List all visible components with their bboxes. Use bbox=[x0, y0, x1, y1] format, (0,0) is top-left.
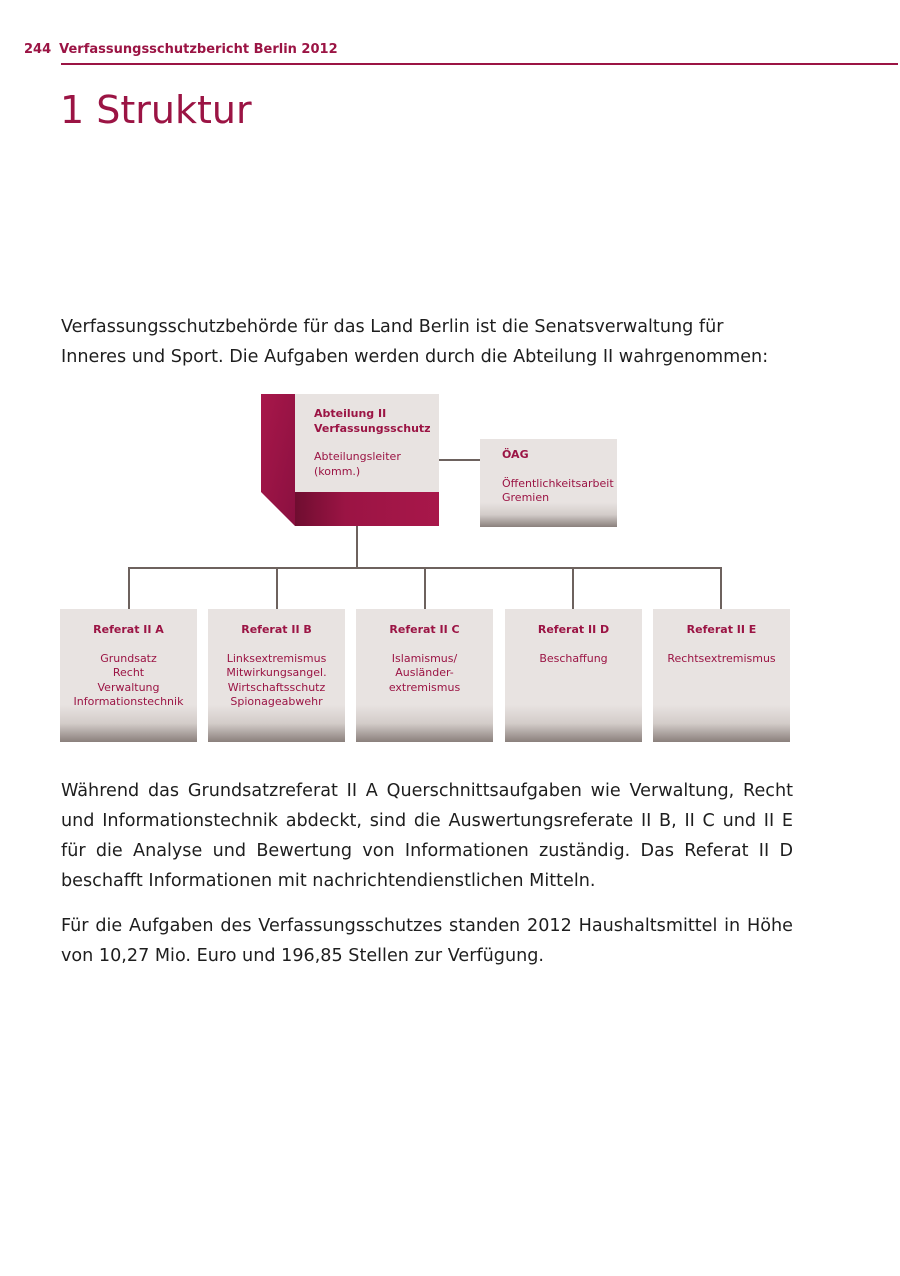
unit-title: Referat II C bbox=[389, 623, 460, 636]
unit-description: Rechtsextremismus bbox=[667, 651, 776, 665]
staff-unit-description: Öffentlichkeitsarbeit Gremien bbox=[502, 476, 614, 505]
unit-description: Linksextremismus Mitwirkungsangel. Wirtschaftsschutz Spionageabwehr bbox=[226, 651, 327, 709]
section-title: 1 Struktur bbox=[60, 88, 252, 132]
body-paragraph: Für die Aufgaben des Verfassungsschutzes standen 2012 Haushaltsmittel in Höhe von 10,27 Mio. Euro und 196,85 Stellen zur Verfügung. bbox=[61, 916, 793, 966]
department-head-band bbox=[295, 492, 439, 526]
department-head-text bbox=[314, 407, 439, 479]
unit-description: Beschaffung bbox=[539, 651, 608, 665]
department-title: Abteilung II Verfassungsschutz bbox=[314, 407, 431, 435]
staff-unit-oag-box bbox=[480, 439, 617, 527]
unit-box-referat-ii-b bbox=[208, 609, 345, 742]
unit-title: Referat II D bbox=[537, 623, 610, 636]
department-accent-shape bbox=[261, 394, 295, 526]
unit-title: Referat II B bbox=[241, 623, 312, 636]
unit-description: Grundsatz Recht Verwaltung Informationstechnik bbox=[73, 651, 184, 709]
unit-box-referat-ii-d bbox=[505, 609, 642, 742]
unit-box-referat-ii-e bbox=[653, 609, 790, 742]
body-paragraph: Während das Grundsatzreferat II A Querschnittsaufgaben wie Verwaltung, Recht und Informationstechnik abdeckt, sind die Auswertungsreferate II B, II C und II E für die Analyse und Bewertung von Informationen zuständig. Das Referat II D beschafft Informationen mit nachrichtendienstlichen Mitteln. bbox=[61, 781, 793, 891]
unit-box-referat-ii-c bbox=[356, 609, 493, 742]
running-title: Verfassungsschutzbericht Berlin 2012 bbox=[59, 42, 338, 57]
staff-unit-title: ÖAG bbox=[502, 448, 529, 461]
unit-description: Islamismus/ Ausländer- extremismus bbox=[388, 651, 461, 694]
unit-box-referat-ii-a bbox=[60, 609, 197, 742]
department-head-box bbox=[261, 394, 439, 526]
intro-paragraph: Verfassungsschutzbehörde für das Land Berlin ist die Senatsverwaltung für Inneres und Sport. Die Aufgaben werden durch die Abteilung II wahrgenommen: bbox=[61, 317, 769, 367]
unit-title: Referat II E bbox=[686, 623, 757, 636]
page-number: 244 bbox=[24, 42, 52, 57]
unit-title: Referat II A bbox=[93, 623, 164, 636]
department-subtitle: Abteilungsleiter (komm.) bbox=[314, 450, 401, 478]
